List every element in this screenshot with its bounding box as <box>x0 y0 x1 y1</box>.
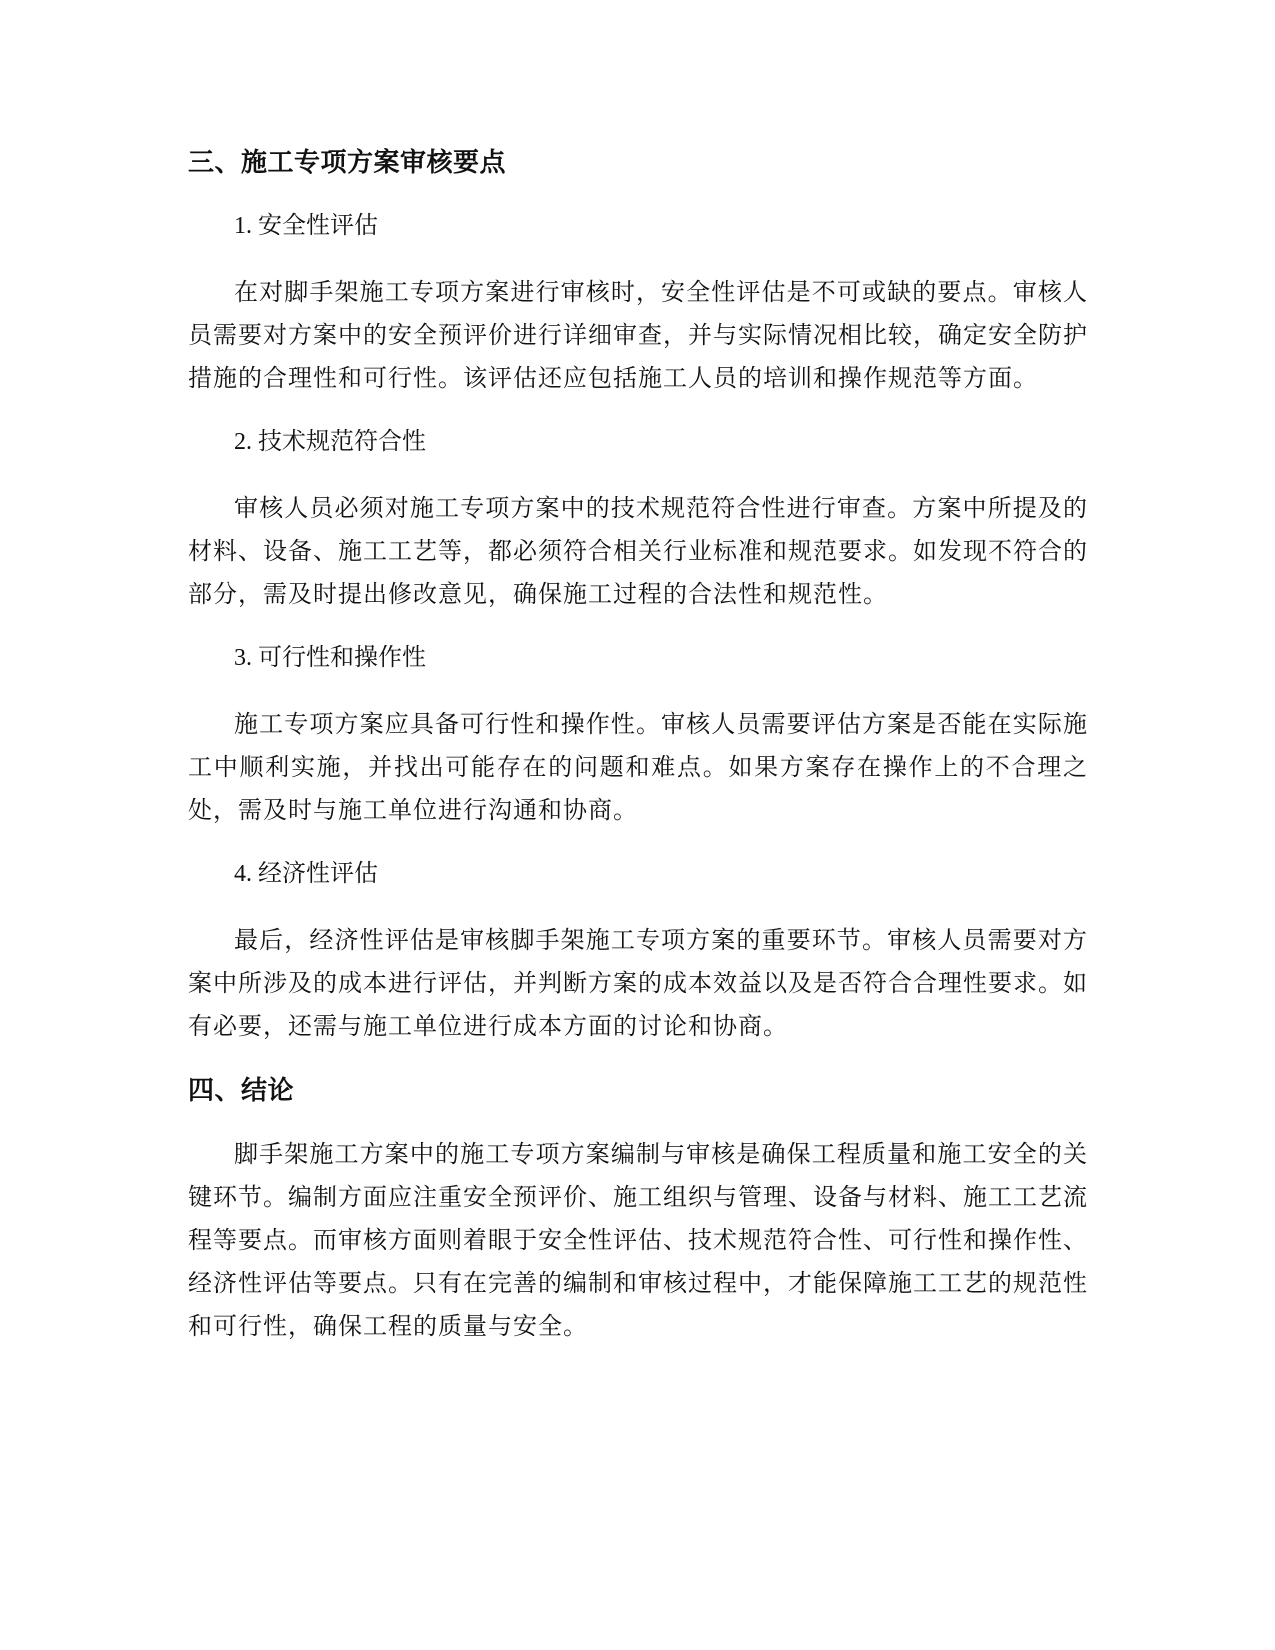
item-1-body: 在对脚手架施工专项方案进行审核时，安全性评估是不可或缺的要点。审核人员需要对方案中的安全预评价进行详细审查，并与实际情况相比较，确定安全防护措施的合理性和可行性。该评估还应包括施工人员的培训和操作规范等方面。 <box>188 280 1088 392</box>
section-3-title: 三、施工专项方案审核要点 <box>188 148 507 178</box>
item-2-body: 审核人员必须对施工专项方案中的技术规范符合性进行审查。方案中所提及的材料、设备、施工工艺等，都必须符合相关行业标准和规范要求。如发现不符合的部分，需及时提出修改意见，确保施工过程的合法性和规范性。 <box>188 496 1088 608</box>
item-1-heading: 1. 安全性评估 <box>234 213 378 239</box>
conclusion-body: 脚手架施工方案中的施工专项方案编制与审核是确保工程质量和施工安全的关键环节。编制方面应注重安全预评价、施工组织与管理、设备与材料、施工工艺流程等要点。而审核方面则着眼于安全性评估、技术规范符合性、可行性和操作性、经济性评估等要点。只有在完善的编制和审核过程中，才能保障施工工艺的规范性和可行性，确保工程的质量与安全。 <box>188 1142 1088 1340</box>
item-3-heading: 3. 可行性和操作性 <box>234 645 426 671</box>
item-2-heading: 2. 技术规范符合性 <box>234 429 426 455</box>
item-4-body: 最后，经济性评估是审核脚手架施工专项方案的重要环节。审核人员需要对方案中所涉及的成本进行评估，并判断方案的成本效益以及是否符合合理性要求。如有必要，还需与施工单位进行成本方面的讨论和协商。 <box>188 928 1088 1040</box>
document-content <box>188 146 1088 1349</box>
item-3-body: 施工专项方案应具备可行性和操作性。审核人员需要评估方案是否能在实际施工中顺利实施，并找出可能存在的问题和难点。如果方案存在操作上的不合理之处，需及时与施工单位进行沟通和协商。 <box>188 712 1088 824</box>
section-4-title: 四、结论 <box>188 1076 295 1106</box>
item-4-heading: 4. 经济性评估 <box>234 861 378 887</box>
